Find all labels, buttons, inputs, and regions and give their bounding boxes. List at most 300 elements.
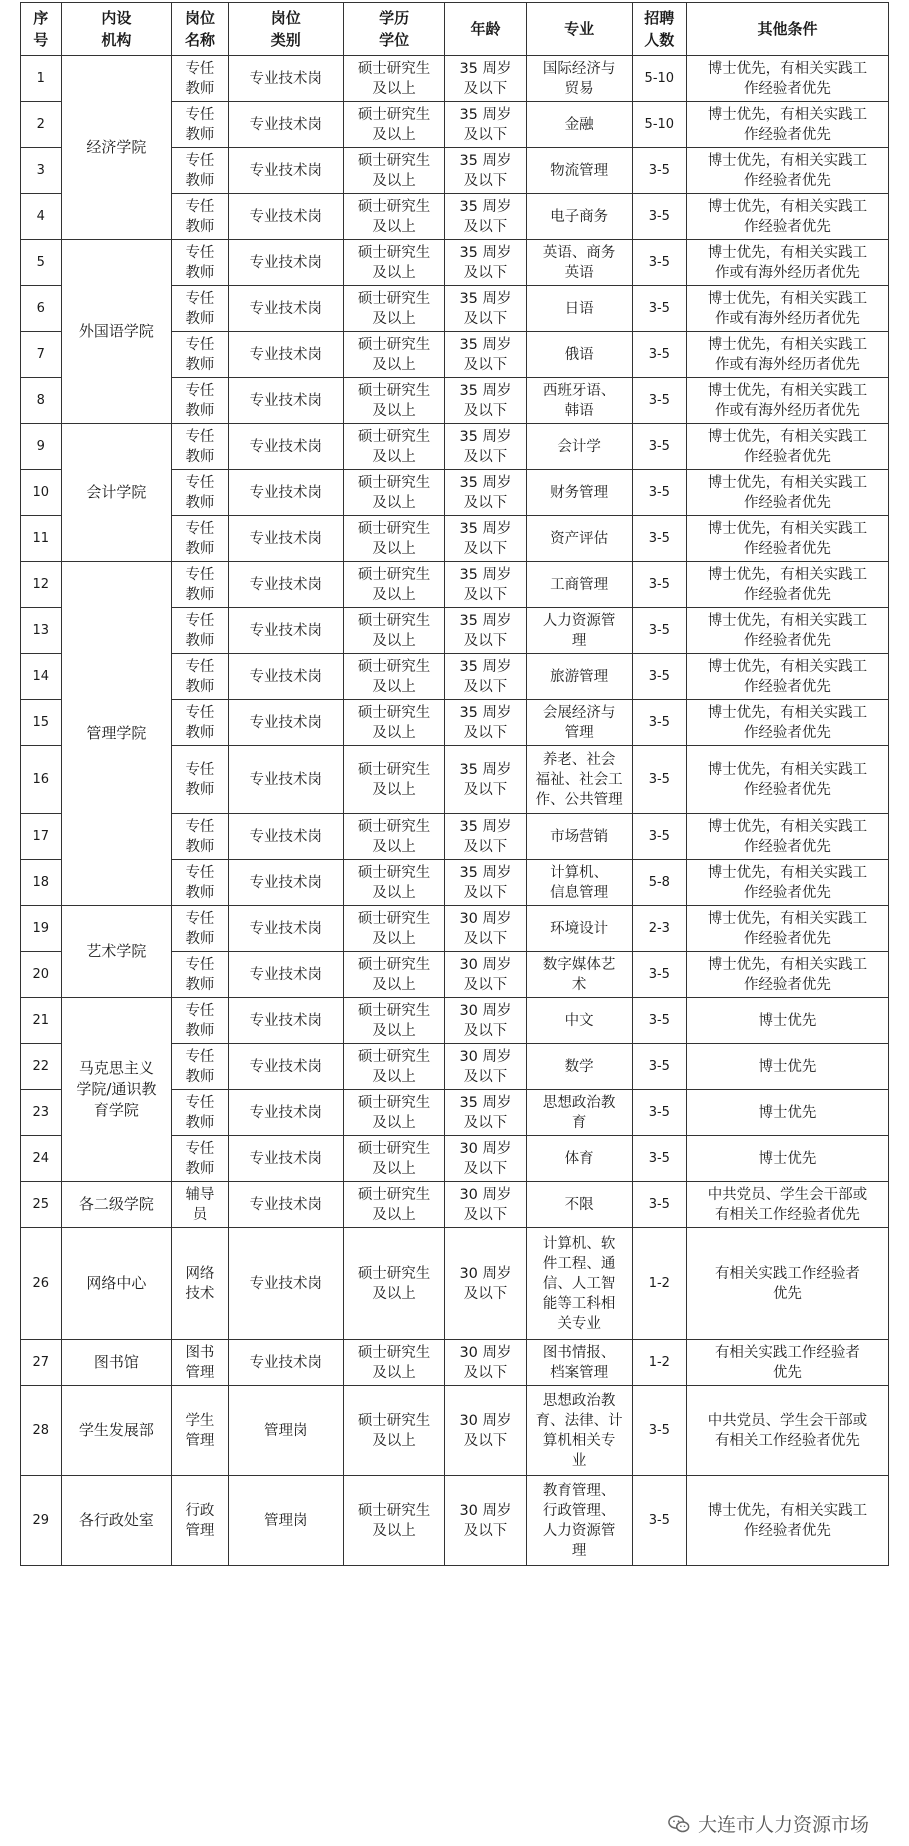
hiring-count-cell-text: 3-5: [648, 668, 670, 684]
major-cell-text: 市场营销: [550, 828, 609, 845]
post-name-cell-text: 行政: [185, 1502, 215, 1519]
age-cell-text: 35 周岁: [459, 198, 512, 215]
age-cell-text: 及以下: [463, 1522, 508, 1539]
post-category-cell: [228, 102, 343, 148]
hiring-count-cell: [632, 746, 686, 814]
major-cell-text: 养老、社会: [542, 751, 616, 768]
other-conditions-cell-text: 中共党员、学生会干部或: [707, 1412, 868, 1429]
row-number-cell-text: 10: [32, 484, 50, 500]
major-cell-text: 思想政治教: [542, 1392, 616, 1409]
age-cell-text: 及以下: [463, 1432, 508, 1449]
department-cell-text: 图书馆: [93, 1353, 139, 1371]
post-category-cell: [228, 860, 343, 906]
post-name-cell: [172, 1340, 228, 1386]
major-cell-text: 人力资源管: [542, 612, 616, 629]
hiring-count-cell: [632, 378, 686, 424]
table-row: [21, 424, 889, 470]
post-category-cell-text: 专业技术岗: [249, 438, 322, 455]
education-cell: [343, 562, 445, 608]
column-header-text: 岗位: [184, 9, 215, 27]
major-cell-text: 计算机、软: [542, 1235, 616, 1252]
column-header: [445, 3, 526, 56]
column-header: [172, 3, 228, 56]
other-conditions-cell-text: 作或有海外经历者优先: [714, 264, 860, 281]
other-conditions-cell-text: 博士优先，有相关实践工: [707, 1502, 868, 1519]
post-category-cell-text: 专业技术岗: [249, 622, 322, 639]
education-cell: [343, 1136, 445, 1182]
hiring-count-cell-text: 3-5: [648, 714, 670, 730]
other-conditions-cell-text: 博士优先: [758, 1150, 817, 1167]
other-conditions-cell-text: 优先: [772, 1285, 802, 1302]
other-conditions-cell: [686, 1044, 888, 1090]
table-row: [21, 240, 889, 286]
major-cell: [526, 332, 632, 378]
education-cell-text: 硕士研究生: [357, 60, 431, 77]
post-name-cell-text: 教师: [185, 586, 215, 603]
major-cell: [526, 1044, 632, 1090]
post-name-cell: [172, 952, 228, 998]
hiring-count-cell: [632, 286, 686, 332]
other-conditions-cell: [686, 194, 888, 240]
other-conditions-cell: [686, 1090, 888, 1136]
education-cell-text: 及以上: [372, 884, 416, 901]
other-conditions-cell-text: 博士优先，有相关实践工: [707, 244, 868, 261]
age-cell-text: 30 周岁: [459, 1048, 512, 1065]
age-cell-text: 35 周岁: [459, 704, 512, 721]
department-cell: [61, 906, 172, 998]
department-cell-text: 学院/通识教: [76, 1080, 157, 1098]
other-conditions-cell-text: 作经验者优先: [743, 781, 831, 798]
age-cell-text: 30 周岁: [459, 1265, 512, 1282]
row-number-cell: [21, 470, 62, 516]
age-cell: [445, 286, 526, 332]
education-cell-text: 及以上: [372, 218, 416, 235]
age-cell-text: 35 周岁: [459, 336, 512, 353]
education-cell-text: 硕士研究生: [357, 106, 431, 123]
age-cell-text: 及以下: [463, 1364, 508, 1381]
row-number-cell-text: 26: [32, 1275, 50, 1291]
hiring-count-cell: [632, 1386, 686, 1476]
post-name-cell: [172, 814, 228, 860]
column-header-text: 名称: [184, 31, 215, 49]
row-number-cell-text: 19: [32, 920, 50, 936]
post-name-cell: [172, 860, 228, 906]
major-cell-text: 信、人工智: [542, 1275, 616, 1292]
education-cell-text: 硕士研究生: [357, 152, 431, 169]
other-conditions-cell-text: 作经验者优先: [743, 494, 831, 511]
major-cell-text: 不限: [564, 1196, 594, 1213]
other-conditions-cell-text: 作经验者优先: [743, 976, 831, 993]
row-number-cell: [21, 1340, 62, 1386]
age-cell-text: 及以下: [463, 930, 508, 947]
hiring-count-cell-text: 3-5: [648, 1058, 670, 1074]
table-row: [21, 1386, 889, 1476]
column-header: [228, 3, 343, 56]
education-cell: [343, 998, 445, 1044]
post-category-cell-text: 专业技术岗: [249, 300, 322, 317]
post-category-cell-text: 专业技术岗: [249, 920, 322, 937]
post-name-cell-text: 管理: [185, 1432, 215, 1449]
hiring-count-cell: [632, 148, 686, 194]
education-cell-text: 硕士研究生: [357, 1048, 431, 1065]
post-category-cell-text: 专业技术岗: [249, 116, 322, 133]
education-cell: [343, 148, 445, 194]
other-conditions-cell: [686, 814, 888, 860]
other-conditions-cell-text: 博士优先，有相关实践工: [707, 566, 868, 583]
other-conditions-cell-text: 博士优先，有相关实践工: [707, 956, 868, 973]
post-category-cell-text: 专业技术岗: [249, 162, 322, 179]
education-cell: [343, 1476, 445, 1566]
other-conditions-cell-text: 博士优先，有相关实践工: [707, 658, 868, 675]
column-header: [61, 3, 172, 56]
age-cell: [445, 1386, 526, 1476]
major-cell-text: 金融: [564, 116, 594, 133]
education-cell-text: 硕士研究生: [357, 520, 431, 537]
major-cell: [526, 562, 632, 608]
other-conditions-cell-text: 博士优先，有相关实践工: [707, 818, 868, 835]
education-cell-text: 硕士研究生: [357, 612, 431, 629]
post-name-cell: [172, 378, 228, 424]
age-cell-text: 及以下: [463, 264, 508, 281]
age-cell-text: 及以下: [463, 218, 508, 235]
age-cell-text: 35 周岁: [459, 152, 512, 169]
post-name-cell: [172, 654, 228, 700]
post-name-cell-text: 专任: [185, 1094, 215, 1111]
education-cell-text: 硕士研究生: [357, 1186, 431, 1203]
hiring-count-cell-text: 3-5: [648, 346, 670, 362]
hiring-count-cell-text: 3-5: [648, 1104, 670, 1120]
post-category-cell-text: 专业技术岗: [249, 530, 322, 547]
post-name-cell-text: 学生: [185, 1412, 215, 1429]
education-cell: [343, 516, 445, 562]
age-cell-text: 及以下: [463, 1285, 508, 1302]
post-name-cell-text: 专任: [185, 106, 215, 123]
other-conditions-cell: [686, 470, 888, 516]
hiring-count-cell-text: 2-3: [648, 920, 670, 936]
row-number-cell-text: 18: [32, 874, 50, 890]
post-category-cell: [228, 1340, 343, 1386]
other-conditions-cell: [686, 608, 888, 654]
post-category-cell-text: 专业技术岗: [249, 576, 322, 593]
post-category-cell-text: 专业技术岗: [249, 392, 322, 409]
post-name-cell: [172, 332, 228, 378]
major-cell: [526, 56, 632, 102]
post-category-cell-text: 专业技术岗: [249, 70, 322, 87]
post-category-cell: [228, 1386, 343, 1476]
age-cell-text: 及以下: [463, 1160, 508, 1177]
other-conditions-cell-text: 博士优先，有相关实践工: [707, 428, 868, 445]
education-cell-text: 及以上: [372, 838, 416, 855]
education-cell-text: 硕士研究生: [357, 704, 431, 721]
post-category-cell: [228, 1090, 343, 1136]
other-conditions-cell-text: 作或有海外经历者优先: [714, 310, 860, 327]
major-cell-text: 日语: [564, 300, 594, 317]
department-cell: [61, 1476, 172, 1566]
wechat-icon: [668, 1813, 690, 1835]
major-cell-text: 图书情报、: [542, 1344, 616, 1361]
hiring-count-cell: [632, 332, 686, 378]
post-name-cell-text: 专任: [185, 956, 215, 973]
post-name-cell: [172, 56, 228, 102]
major-cell: [526, 148, 632, 194]
column-header-text: 号: [33, 31, 49, 49]
row-number-cell: [21, 102, 62, 148]
major-cell-text: 数字媒体艺: [542, 956, 616, 973]
post-name-cell-text: 专任: [185, 704, 215, 721]
other-conditions-cell: [686, 1386, 888, 1476]
row-number-cell: [21, 1386, 62, 1476]
row-number-cell: [21, 814, 62, 860]
other-conditions-cell-text: 作经验者优先: [743, 632, 831, 649]
other-conditions-cell: [686, 860, 888, 906]
post-name-cell-text: 专任: [185, 1048, 215, 1065]
major-cell-text: 国际经济与: [542, 60, 616, 77]
post-name-cell-text: 教师: [185, 1160, 215, 1177]
row-number-cell: [21, 240, 62, 286]
education-cell: [343, 700, 445, 746]
age-cell-text: 及以下: [463, 80, 508, 97]
education-cell-text: 及以上: [372, 80, 416, 97]
post-category-cell-text: 专业技术岗: [249, 668, 322, 685]
post-name-cell: [172, 906, 228, 952]
other-conditions-cell-text: 博士优先，有相关实践工: [707, 761, 868, 778]
age-cell: [445, 470, 526, 516]
post-name-cell-text: 专任: [185, 336, 215, 353]
department-cell-text: 网络中心: [86, 1274, 147, 1292]
other-conditions-cell-text: 作经验者优先: [743, 586, 831, 603]
hiring-count-cell-text: 3-5: [648, 1150, 670, 1166]
row-number-cell-text: 15: [32, 714, 50, 730]
other-conditions-cell-text: 中共党员、学生会干部或: [707, 1186, 868, 1203]
age-cell-text: 及以下: [463, 402, 508, 419]
post-category-cell: [228, 998, 343, 1044]
row-number-cell: [21, 332, 62, 378]
major-cell: [526, 194, 632, 240]
age-cell: [445, 516, 526, 562]
post-category-cell-text: 专业技术岗: [249, 771, 322, 788]
post-name-cell: [172, 286, 228, 332]
other-conditions-cell-text: 作经验者优先: [743, 540, 831, 557]
age-cell-text: 35 周岁: [459, 60, 512, 77]
education-cell-text: 及以上: [372, 402, 416, 419]
post-name-cell: [172, 148, 228, 194]
post-name-cell: [172, 1136, 228, 1182]
post-category-cell-text: 专业技术岗: [249, 208, 322, 225]
education-cell: [343, 470, 445, 516]
age-cell-text: 及以下: [463, 678, 508, 695]
major-cell: [526, 952, 632, 998]
age-cell-text: 及以下: [463, 126, 508, 143]
row-number-cell-text: 27: [32, 1354, 50, 1370]
hiring-count-cell-text: 3-5: [648, 484, 670, 500]
education-cell: [343, 906, 445, 952]
hiring-count-cell-text: 3-5: [648, 966, 670, 982]
education-cell-text: 硕士研究生: [357, 956, 431, 973]
hiring-count-cell-text: 3-5: [648, 1422, 670, 1438]
age-cell-text: 及以下: [463, 310, 508, 327]
hiring-count-cell-text: 3-5: [648, 1012, 670, 1028]
age-cell-text: 及以下: [463, 1068, 508, 1085]
major-cell-text: 物流管理: [550, 162, 609, 179]
age-cell: [445, 746, 526, 814]
post-category-cell: [228, 378, 343, 424]
row-number-cell-text: 25: [32, 1196, 50, 1212]
education-cell-text: 及以上: [372, 448, 416, 465]
column-header-text: 人数: [644, 31, 675, 49]
other-conditions-cell: [686, 1136, 888, 1182]
major-cell-text: 西班牙语、: [542, 382, 616, 399]
post-name-cell-text: 专任: [185, 1002, 215, 1019]
major-cell-text: 体育: [564, 1150, 594, 1167]
other-conditions-cell-text: 作或有海外经历者优先: [714, 356, 860, 373]
age-cell-text: 及以下: [463, 540, 508, 557]
education-cell-text: 硕士研究生: [357, 474, 431, 491]
post-category-cell: [228, 148, 343, 194]
major-cell-text: 业: [571, 1452, 587, 1469]
education-cell-text: 及以上: [372, 172, 416, 189]
post-name-cell-text: 教师: [185, 1022, 215, 1039]
major-cell-text: 件工程、通: [542, 1255, 616, 1272]
major-cell: [526, 1386, 632, 1476]
row-number-cell-text: 3: [36, 162, 45, 178]
post-category-cell: [228, 240, 343, 286]
education-cell: [343, 1228, 445, 1340]
major-cell-text: 教育管理、: [542, 1482, 616, 1499]
education-cell-text: 及以上: [372, 264, 416, 281]
row-number-cell-text: 1: [36, 70, 45, 86]
age-cell-text: 35 周岁: [459, 1094, 512, 1111]
post-name-cell-text: 专任: [185, 290, 215, 307]
other-conditions-cell-text: 博士优先: [758, 1012, 817, 1029]
department-cell-text: 学生发展部: [78, 1421, 154, 1439]
other-conditions-cell-text: 有相关工作经验者优先: [714, 1432, 860, 1449]
other-conditions-cell-text: 博士优先，有相关实践工: [707, 60, 868, 77]
hiring-count-cell-text: 5-10: [644, 70, 675, 86]
education-cell-text: 硕士研究生: [357, 910, 431, 927]
other-conditions-cell-text: 有相关实践工作经验者: [714, 1265, 860, 1282]
age-cell-text: 35 周岁: [459, 244, 512, 261]
other-conditions-cell-text: 博士优先，有相关实践工: [707, 336, 868, 353]
other-conditions-cell: [686, 102, 888, 148]
post-name-cell: [172, 700, 228, 746]
age-cell-text: 及以下: [463, 356, 508, 373]
major-cell-text: 俄语: [564, 346, 594, 363]
column-header-text: 专业: [564, 20, 595, 38]
education-cell-text: 及以上: [372, 1160, 416, 1177]
post-name-cell-text: 专任: [185, 612, 215, 629]
major-cell-text: 理: [571, 1542, 587, 1559]
row-number-cell-text: 12: [32, 576, 50, 592]
post-name-cell-text: 专任: [185, 761, 215, 778]
other-conditions-cell-text: 作经验者优先: [743, 172, 831, 189]
post-category-cell-text: 专业技术岗: [249, 714, 322, 731]
education-cell: [343, 654, 445, 700]
hiring-count-cell: [632, 952, 686, 998]
hiring-count-cell: [632, 1044, 686, 1090]
post-category-cell: [228, 424, 343, 470]
post-category-cell: [228, 608, 343, 654]
row-number-cell-text: 6: [36, 300, 45, 316]
other-conditions-cell-text: 作或有海外经历者优先: [714, 402, 860, 419]
education-cell-text: 及以上: [372, 586, 416, 603]
age-cell-text: 及以下: [463, 494, 508, 511]
age-cell: [445, 332, 526, 378]
department-cell: [61, 1340, 172, 1386]
post-name-cell-text: 专任: [185, 60, 215, 77]
post-name-cell: [172, 470, 228, 516]
post-category-cell: [228, 562, 343, 608]
major-cell-text: 算机相关专: [542, 1432, 616, 1449]
other-conditions-cell: [686, 1476, 888, 1566]
education-cell-text: 硕士研究生: [357, 1094, 431, 1111]
major-cell: [526, 860, 632, 906]
post-name-cell-text: 教师: [185, 540, 215, 557]
post-name-cell-text: 教师: [185, 80, 215, 97]
department-cell-text: 各行政处室: [78, 1511, 154, 1529]
age-cell-text: 35 周岁: [459, 428, 512, 445]
major-cell: [526, 654, 632, 700]
education-cell-text: 硕士研究生: [357, 864, 431, 881]
department-cell: [61, 1228, 172, 1340]
hiring-count-cell-text: 3-5: [648, 771, 670, 787]
other-conditions-cell-text: 有相关实践工作经验者: [714, 1344, 860, 1361]
age-cell-text: 30 周岁: [459, 1412, 512, 1429]
hiring-count-cell: [632, 240, 686, 286]
row-number-cell: [21, 906, 62, 952]
other-conditions-cell: [686, 906, 888, 952]
other-conditions-cell: [686, 378, 888, 424]
age-cell: [445, 56, 526, 102]
column-header-text: 学位: [379, 31, 410, 49]
major-cell: [526, 746, 632, 814]
major-cell: [526, 1228, 632, 1340]
row-number-cell: [21, 1476, 62, 1566]
post-category-cell-text: 专业技术岗: [249, 1196, 322, 1213]
age-cell-text: 35 周岁: [459, 520, 512, 537]
row-number-cell-text: 8: [36, 392, 45, 408]
post-name-cell: [172, 746, 228, 814]
post-name-cell-text: 管理: [185, 1364, 215, 1381]
major-cell: [526, 814, 632, 860]
row-number-cell-text: 16: [32, 771, 50, 787]
column-header: [526, 3, 632, 56]
age-cell: [445, 1228, 526, 1340]
post-name-cell-text: 专任: [185, 520, 215, 537]
education-cell-text: 硕士研究生: [357, 1140, 431, 1157]
other-conditions-cell: [686, 1228, 888, 1340]
row-number-cell: [21, 998, 62, 1044]
education-cell-text: 硕士研究生: [357, 382, 431, 399]
post-name-cell: [172, 240, 228, 286]
education-cell-text: 硕士研究生: [357, 566, 431, 583]
age-cell: [445, 562, 526, 608]
department-cell-text: 各二级学院: [78, 1195, 154, 1213]
other-conditions-cell-text: 作经验者优先: [743, 448, 831, 465]
column-header-text: 学历: [379, 9, 410, 27]
other-conditions-cell: [686, 240, 888, 286]
department-cell-text: 艺术学院: [86, 942, 147, 960]
department-cell-text: 马克思主义: [78, 1059, 154, 1077]
row-number-cell: [21, 1136, 62, 1182]
row-number-cell: [21, 1090, 62, 1136]
post-category-cell-text: 专业技术岗: [249, 828, 322, 845]
post-name-cell-text: 辅导: [185, 1186, 215, 1203]
education-cell: [343, 56, 445, 102]
hiring-count-cell-text: 3-5: [648, 300, 670, 316]
major-cell: [526, 286, 632, 332]
post-category-cell-text: 专业技术岗: [249, 484, 322, 501]
row-number-cell-text: 2: [36, 116, 45, 132]
